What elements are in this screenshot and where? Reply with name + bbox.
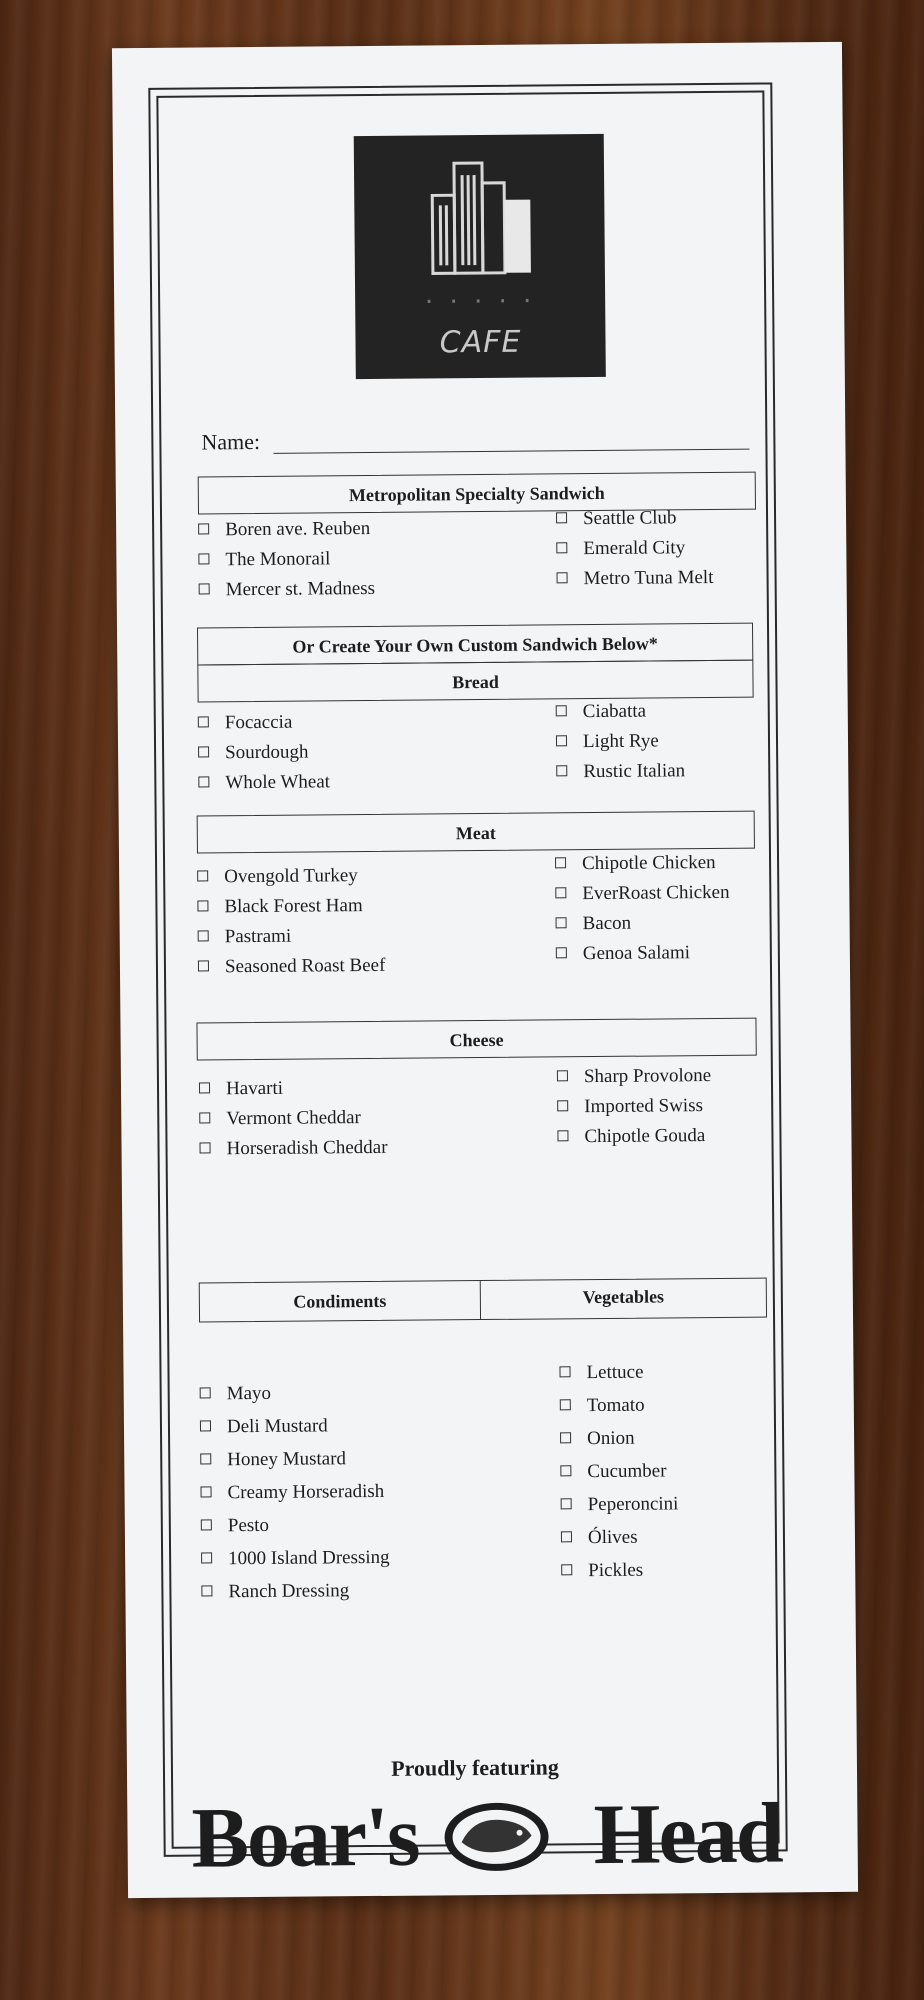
bread-left-list <box>198 707 330 798</box>
list-item[interactable]: Mayo <box>200 1376 389 1411</box>
list-item[interactable]: Chipotle Gouda <box>557 1121 711 1152</box>
meat-left-list <box>197 861 385 983</box>
checkbox[interactable] <box>556 947 567 958</box>
list-item[interactable]: Emerald City <box>556 533 713 564</box>
list-item[interactable]: Sourdough <box>198 737 330 768</box>
list-item[interactable]: Pickles <box>561 1553 679 1587</box>
checkbox[interactable] <box>199 584 210 595</box>
specialty-left-list <box>198 514 375 606</box>
logo-cafe-text: CAFE <box>439 324 522 361</box>
list-item[interactable]: Sharp Provolone <box>557 1061 711 1092</box>
specialty-right-list <box>556 503 714 594</box>
checkbox[interactable] <box>199 1143 210 1154</box>
list-item[interactable]: The Monorail <box>198 544 375 576</box>
checkbox[interactable] <box>561 1564 572 1575</box>
list-item[interactable]: Creamy Horseradish <box>200 1475 389 1510</box>
skyline-icon <box>424 155 535 281</box>
proudly-featuring-text: Proudly featuring <box>391 1754 559 1781</box>
cheese-header: Cheese <box>196 1018 756 1061</box>
list-item[interactable]: 1000 Island Dressing <box>201 1541 390 1576</box>
checkbox[interactable] <box>560 1399 571 1410</box>
sheet-border <box>148 82 787 1886</box>
checkbox[interactable] <box>556 542 567 553</box>
checkbox[interactable] <box>200 1454 211 1465</box>
vegetables-list <box>559 1355 679 1587</box>
checkbox[interactable] <box>201 1586 212 1597</box>
list-item[interactable]: Ranch Dressing <box>201 1574 390 1609</box>
list-item[interactable]: Pastrami <box>198 921 386 953</box>
checkbox[interactable] <box>198 554 209 565</box>
checkbox[interactable] <box>555 887 566 898</box>
checkbox[interactable] <box>199 1083 210 1094</box>
list-item[interactable]: Cucumber <box>560 1454 678 1488</box>
checkbox[interactable] <box>561 1531 572 1542</box>
checkbox[interactable] <box>556 917 567 928</box>
list-item[interactable]: Pesto <box>201 1508 390 1543</box>
checkbox[interactable] <box>560 1432 571 1443</box>
cheese-right-list <box>557 1061 712 1152</box>
list-item[interactable]: Mercer st. Madness <box>199 574 376 606</box>
list-item[interactable]: Havarti <box>199 1073 387 1105</box>
list-item[interactable]: Honey Mustard <box>200 1442 389 1477</box>
checkbox[interactable] <box>561 1498 572 1509</box>
checkbox[interactable] <box>556 765 567 776</box>
condiments-vegetables-header <box>199 1278 767 1323</box>
checkbox[interactable] <box>198 961 209 972</box>
checkbox[interactable] <box>557 1070 568 1081</box>
condiments-header: Condiments <box>200 1281 481 1321</box>
list-item[interactable]: Ovengold Turkey <box>197 861 385 893</box>
list-item[interactable]: Horseradish Cheddar <box>199 1133 387 1165</box>
list-item[interactable]: Onion <box>560 1421 678 1455</box>
list-item[interactable]: Light Rye <box>556 726 685 757</box>
list-item[interactable]: Metro Tuna Melt <box>556 563 713 594</box>
list-item[interactable]: Peperoncini <box>561 1487 679 1521</box>
list-item[interactable]: Deli Mustard <box>200 1409 389 1444</box>
list-item[interactable]: Whole Wheat <box>198 767 330 798</box>
checkbox[interactable] <box>556 705 567 716</box>
list-item[interactable]: EverRoast Chicken <box>555 878 729 910</box>
checkbox[interactable] <box>198 717 209 728</box>
checkbox[interactable] <box>557 1100 568 1111</box>
checkbox[interactable] <box>200 1388 211 1399</box>
name-field[interactable] <box>201 425 749 464</box>
list-item[interactable]: Black Forest Ham <box>197 891 385 923</box>
boar-emblem-icon <box>441 1799 552 1875</box>
list-item[interactable]: Vermont Cheddar <box>199 1103 387 1135</box>
name-line[interactable] <box>273 449 749 454</box>
checkbox[interactable] <box>560 1465 571 1476</box>
list-item[interactable]: Seattle Club <box>556 503 713 534</box>
list-item[interactable]: Ólives <box>561 1520 679 1554</box>
checkbox[interactable] <box>556 512 567 523</box>
list-item[interactable]: Ciabatta <box>556 696 685 727</box>
name-label: Name: <box>201 428 261 455</box>
checkbox[interactable] <box>557 1130 568 1141</box>
vegetables-header: Vegetables <box>582 1286 665 1308</box>
specialty-header: Metropolitan Specialty Sandwich <box>198 472 756 515</box>
checkbox[interactable] <box>197 871 208 882</box>
checkbox[interactable] <box>198 524 209 535</box>
custom-sandwich-header: Or Create Your Own Custom Sandwich Below* <box>197 623 753 666</box>
checkbox[interactable] <box>556 735 567 746</box>
checkbox[interactable] <box>198 931 209 942</box>
checkbox[interactable] <box>557 572 568 583</box>
meat-header: Meat <box>197 811 755 854</box>
list-item[interactable]: Chipotle Chicken <box>555 848 729 880</box>
menu-sheet <box>112 42 858 1898</box>
checkbox[interactable] <box>199 1113 210 1124</box>
sheet-inner-border <box>156 91 782 1886</box>
list-item[interactable]: Seasoned Roast Beef <box>198 951 386 983</box>
list-item[interactable]: Tomato <box>560 1388 678 1422</box>
brand-word-right: Head <box>593 1784 782 1883</box>
list-item[interactable]: Bacon <box>555 908 729 940</box>
logo-faded-text: · · · · · <box>424 286 536 318</box>
meat-right-list <box>555 848 730 970</box>
cafe-logo <box>354 134 606 379</box>
checkbox[interactable] <box>201 1553 212 1564</box>
checkbox[interactable] <box>201 1520 212 1531</box>
checkbox[interactable] <box>197 901 208 912</box>
checkbox[interactable] <box>198 777 209 788</box>
list-item[interactable]: Imported Swiss <box>557 1091 711 1122</box>
list-item[interactable]: Lettuce <box>559 1355 677 1389</box>
brand-word-left: Boar's <box>191 1787 419 1886</box>
checkbox[interactable] <box>200 1487 211 1498</box>
bread-header: Bread <box>197 660 753 703</box>
boars-head-brand <box>191 1784 782 1886</box>
list-item[interactable]: Boren ave. Reuben <box>198 514 375 546</box>
condiments-list <box>200 1376 390 1609</box>
list-item[interactable]: Focaccia <box>198 707 330 738</box>
bread-right-list <box>556 696 686 787</box>
checkbox[interactable] <box>555 857 566 868</box>
cheese-left-list <box>199 1073 388 1165</box>
checkbox[interactable] <box>559 1366 570 1377</box>
list-item[interactable]: Rustic Italian <box>556 756 685 787</box>
checkbox[interactable] <box>200 1421 211 1432</box>
list-item[interactable]: Genoa Salami <box>556 938 730 970</box>
checkbox[interactable] <box>198 747 209 758</box>
